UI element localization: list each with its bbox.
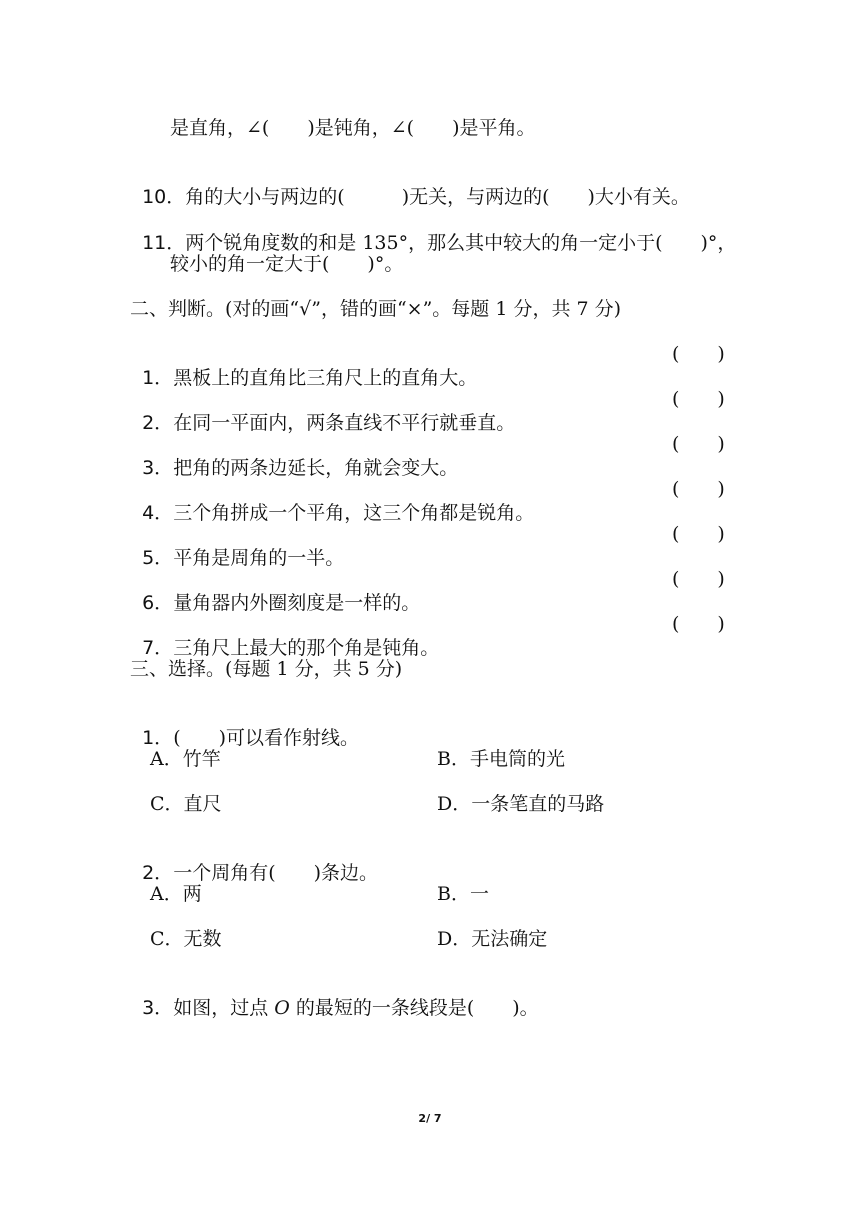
choice-q2 (130, 837, 378, 885)
judge-item-text: 在同一平面内，两条直线不平行就垂直。 (173, 412, 516, 434)
judge-answer-blank-4[interactable]: ( ) (672, 478, 725, 500)
judge-item-text: 量角器内外圈刻度是一样的。 (173, 592, 421, 614)
q10-line (130, 161, 690, 209)
judge-answer-blank-6[interactable]: ( ) (672, 568, 725, 590)
judge-item-7 (130, 612, 439, 660)
judge-item-6 (130, 567, 420, 615)
choice-q1-option-a[interactable]: A．竹竿 (150, 748, 221, 770)
judge-item-text: 三个角拼成一个平角，这三个角都是锐角。 (173, 502, 535, 524)
q11-continuation: 较小的角一定大于( )°。 (170, 253, 404, 275)
judge-item-text: 三角尺上最大的那个角是钝角。 (173, 637, 440, 659)
choice-q1-text: ( )可以看作射线。 (173, 727, 360, 749)
choice-q2-option-c[interactable]: C．无数 (150, 928, 222, 950)
choice-q1-option-c[interactable]: C．直尺 (150, 793, 222, 815)
judge-item-number: 5． (142, 547, 174, 569)
judge-item-text: 黑板上的直角比三角尺上的直角大。 (173, 367, 478, 389)
choice-q3 (130, 972, 539, 1020)
judge-item-number: 7． (142, 637, 174, 659)
judge-item-2 (130, 387, 515, 435)
choice-q1 (130, 702, 359, 750)
q11-number: 11． (142, 232, 186, 254)
judge-item-1 (130, 342, 477, 390)
point-o-label: O (274, 997, 290, 1019)
q9-continuation: 是直角，∠( )是钝角，∠( )是平角。 (170, 117, 536, 139)
judge-answer-blank-5[interactable]: ( ) (672, 523, 725, 545)
choice-q2-option-a[interactable]: A．两 (150, 883, 202, 905)
choice-q2-number: 2． (142, 862, 174, 884)
judge-answer-blank-3[interactable]: ( ) (672, 433, 725, 455)
judge-answer-blank-2[interactable]: ( ) (672, 388, 725, 410)
judge-item-number: 2． (142, 412, 174, 434)
judge-item-text: 平角是周角的一半。 (173, 547, 345, 569)
choice-q2-option-d[interactable]: D．无法确定 (437, 928, 548, 950)
choice-q2-option-b[interactable]: B．一 (437, 883, 489, 905)
judge-item-3 (130, 432, 458, 480)
choice-q1-option-d[interactable]: D．一条笔直的马路 (437, 793, 605, 815)
choice-q3-text-before: 如图，过点 (173, 997, 275, 1019)
judge-answer-blank-1[interactable]: ( ) (672, 343, 725, 365)
choice-heading: 三、选择。(每题 1 分，共 5 分) (130, 658, 403, 680)
judge-heading: 二、判断。(对的画“√”，错的画“×”。每题 1 分，共 7 分) (130, 298, 622, 320)
q11-text: 两个锐角度数的和是 135°，那么其中较大的角一定小于( )°， (185, 232, 737, 254)
choice-q3-number: 3． (142, 997, 174, 1019)
judge-answer-blank-7[interactable]: ( ) (672, 613, 725, 635)
judge-item-number: 1． (142, 367, 174, 389)
judge-item-4 (130, 477, 534, 525)
choice-q1-option-b[interactable]: B．手电筒的光 (437, 748, 565, 770)
choice-q2-text: 一个周角有( )条边。 (173, 862, 379, 884)
judge-item-number: 6． (142, 592, 174, 614)
q10-text: 角的大小与两边的( )无关，与两边的( )大小有关。 (185, 186, 690, 208)
choice-q1-number: 1． (142, 727, 174, 749)
q11-line (130, 207, 736, 255)
judge-item-text: 把角的两条边延长，角就会变大。 (173, 457, 459, 479)
judge-item-number: 4． (142, 502, 174, 524)
judge-item-number: 3． (142, 457, 174, 479)
q10-number: 10． (142, 186, 186, 208)
choice-q3-text-after: 的最短的一条线段是( )。 (289, 997, 539, 1019)
page-number: 2/ 7 (418, 1112, 442, 1125)
judge-item-5 (130, 522, 344, 570)
